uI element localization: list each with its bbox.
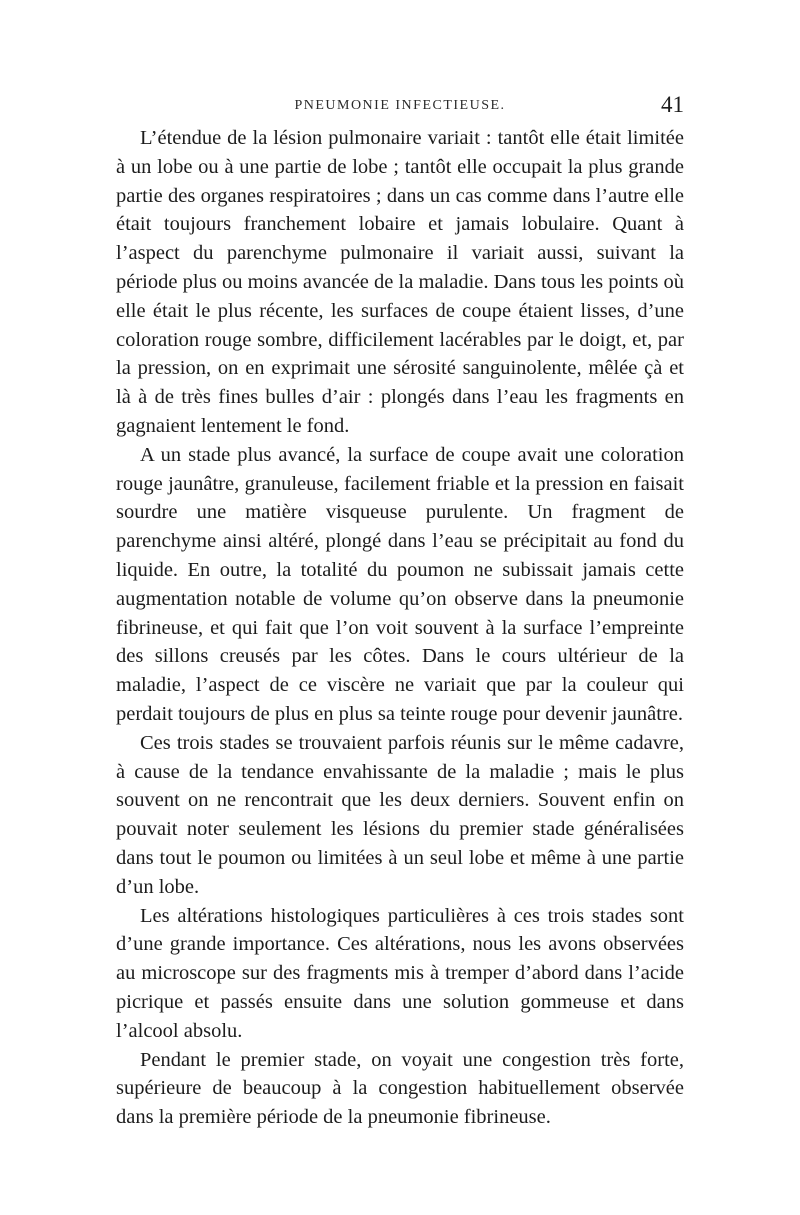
- running-head: [116, 92, 684, 126]
- paragraph: Pendant le premier stade, on voyait une congestion très forte, supérieure de beaucoup à la congestion habituellement observée dans la première période de la pneumonie fibrineuse.: [116, 1048, 684, 1129]
- paragraph: L’étendue de la lésion pulmonaire variait : tantôt elle était limitée à un lobe ou à une partie de lobe ; tantôt elle occupait la plus grande partie des organes respiratoires ; dans un cas comme dans l’autre elle était toujours franchement lobaire et jamais lobulaire. Quant à l’aspect du parenchyme pulmonaire il variait aussi, suivant la période plus ou moins avancée de la maladie. Dans tous les points où elle était le plus récente, les surfaces de coupe étaient lisses, d’une coloration rouge sombre, difficilement lacérables par le doigt, et, par la pression, on en exprimait une sérosité sanguinolente, mêlée çà et là à de très fines bulles d’air : plongés dans l’eau les fragments en gagnaient lentement le fond.: [116, 127, 684, 437]
- paragraph: A un stade plus avancé, la surface de coupe avait une coloration rouge jaunâtre, granuleuse, facilement friable et la pression en faisait sourdre une matière visqueuse purulente. Un fragment de parenchyme ainsi altéré, plongé dans l’eau se précipitait au fond du liquide. En outre, la totalité du poumon ne subissait jamais cette augmentation notable de volume qu’on observe dans la pneumonie fibrineuse, et qui fait que l’on voit souvent à la surface l’empreinte des sillons creusés par les côtes. Dans le cours ultérieur de la maladie, l’aspect de ce viscère ne variait que par la couleur qui perdait toujours de plus en plus sa teinte rouge pour devenir jaunâtre.: [116, 443, 684, 725]
- paragraph: Ces trois stades se trouvaient parfois réunis sur le même cadavre, à cause de la tendance envahissante de la maladie ; mais le plus souvent on ne rencontrait que les deux derniers. Souvent enfin on pouvait noter seulement les lésions du premier stade généralisées dans tout le poumon ou limitées à un seul lobe et même à une partie d’un lobe.: [116, 731, 684, 898]
- page-number: 41: [661, 92, 684, 117]
- body-text: [116, 124, 684, 1132]
- running-title: PNEUMONIE INFECTIEUSE.: [294, 98, 506, 113]
- paragraph: Les altérations histologiques particulières à ces trois stades sont d’une grande importance. Ces altérations, nous les avons observées au microscope sur des fragments mis à tremper d’abord dans l’acide picrique et passés ensuite dans une solution gommeuse et dans l’alcool absolu.: [116, 904, 684, 1042]
